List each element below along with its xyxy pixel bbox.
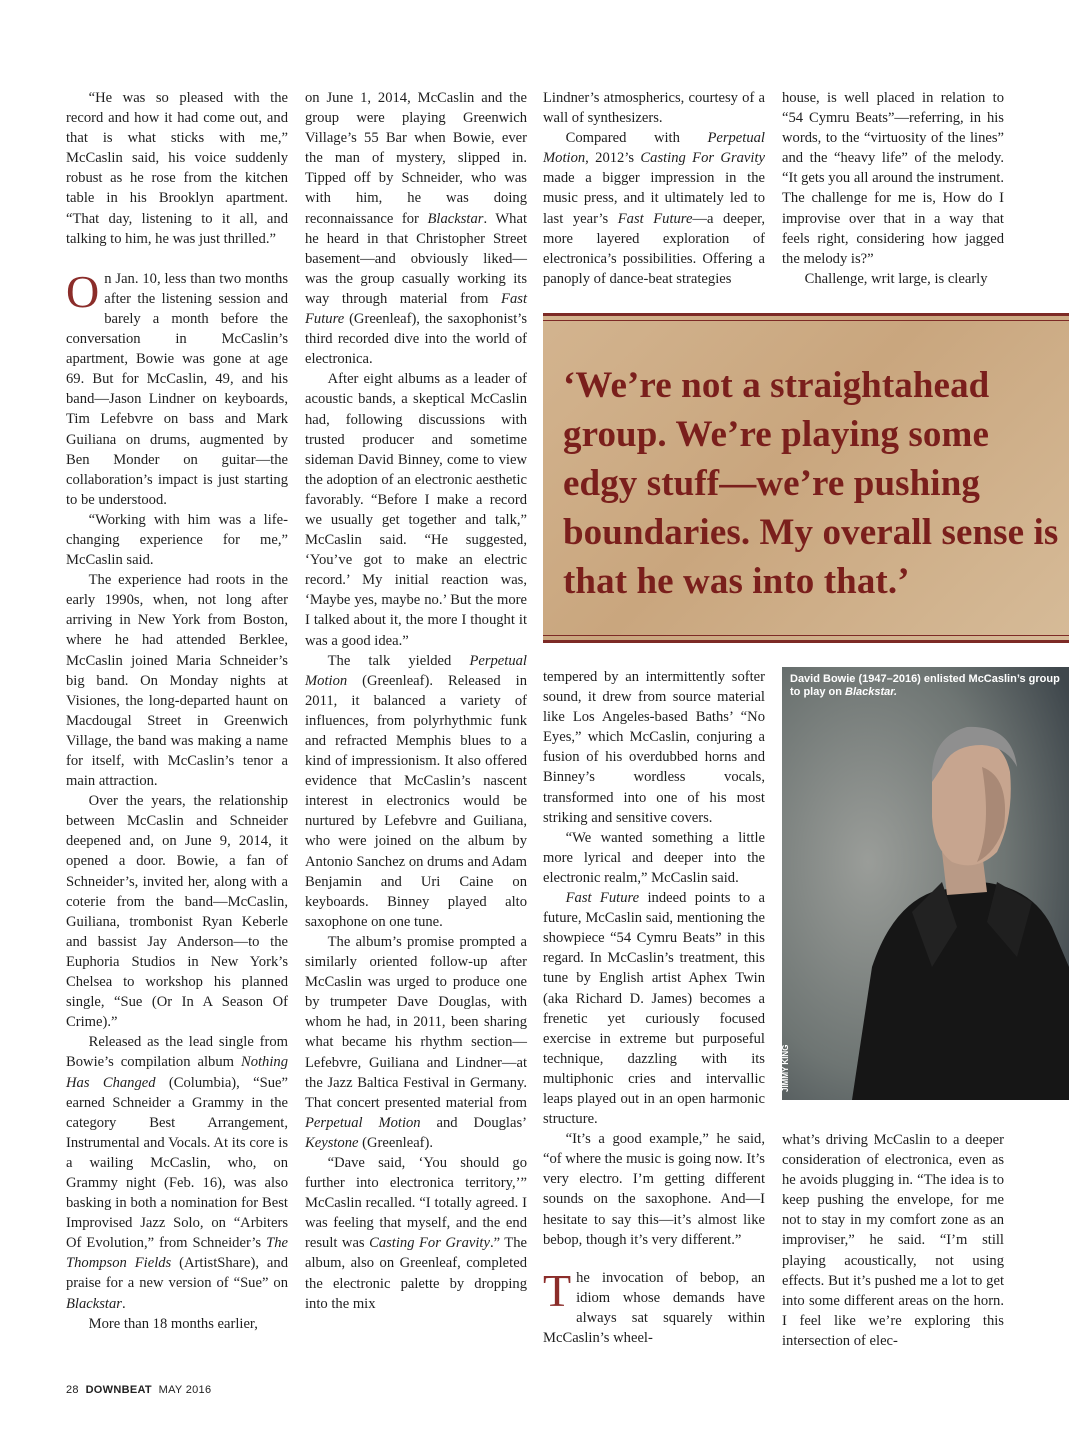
portrait-photo-icon: [782, 667, 1069, 1100]
page-number: 28: [66, 1384, 79, 1396]
pull-quote-box: [543, 313, 1069, 643]
article-column-3-top: [543, 88, 765, 289]
article-column-1: [66, 88, 288, 1334]
paragraph: “Working with him was a life-changing experience for me,” McCaslin said.: [66, 511, 288, 569]
drop-cap: O: [66, 265, 100, 317]
paragraph: “We wanted something a little more lyrical and deeper into the electronic realm,” McCaslin said.: [543, 829, 765, 886]
magazine-name: DOWNBEAT: [85, 1384, 152, 1396]
paragraph: On Jan. 10, less than two months after the listening session and barely a month before the conversation in McCaslin’s apartment, Bowie was gone at age 69. But for McCaslin, 49, and his band—Jason Lindner on keyboards, Tim Lefebvre on bass and Mark Guiliana on drums, augmented by Ben Monder on guitar—the collaboration’s impact is just starting to be understood.: [66, 265, 288, 508]
paragraph: Released as the lead single from Bowie’s compilation album Nothing Has Changed (Columbia), “Sue” earned Schneider a Grammy in the category Best Arrangement, Instrumental and Vocals. At its core is a wailing McCaslin, who, on Grammy night (Feb. 16), was also basking in both a nomination for Best Improvised Jazz Solo, on “Arbiters Of Evolution,” from Schneider’s The Thompson Fields (ArtistShare), and praise for a new version of “Sue” on Blackstar.: [66, 1034, 288, 1312]
divider: [543, 320, 1069, 321]
paragraph: on June 1, 2014, McCaslin and the group were playing Greenwich Village’s 55 Bar when Bowie, ever the man of mystery, slipped in. Tipped off by Schneider, who was with him, he was doing reconnaissance for Blackstar. What he heard in that Christopher Street basement—and obviously liked—was the group casually working its way through material from Fast Future (Greenleaf), the saxophonist’s third recorded dive into the world of electronica.: [305, 90, 528, 368]
article-column-3-bottom: [543, 667, 765, 1348]
paragraph: Compared with Perpetual Motion, 2012’s Casting For Gravity made a bigger impression in the music press, and it ultimately led to last year’s Fast Future—a deeper, more layered exploration of electronica’s possibilities. Offering a panoply of dance-beat strategies: [543, 130, 765, 287]
paragraph: “Dave said, ‘You should go further into electronica territory,’” McCaslin recalled. “I totally agreed. I was feeling that myself, and the end result was Casting For Gravity.” The album, also on Greenleaf, completed the electronic palette by dropping into the mix: [305, 1154, 527, 1312]
issue-date: MAY 2016: [158, 1384, 212, 1396]
article-column-4-top: [782, 88, 1004, 289]
paragraph: Challenge, writ large, is clearly: [804, 270, 988, 287]
paragraph: “It’s a good example,” he said, “of where the music is going now. It’s very electro. I’m getting different sounds on the saxophone. And—I hesitate to say this—it’s almost like bebop, though it’s very different.”: [543, 1131, 765, 1248]
paragraph: tempered by an intermittently softer sound, it drew from source material like Los Angeles-based Baths’ “No Eyes,” which McCaslin, conjuring a fusion of his overdubbed horns and Binney’s wordless vocals, transformed into one of his most striking and sensitive covers.: [543, 669, 765, 826]
divider: [543, 313, 1069, 316]
pull-quote: ‘We’re not a straightahead group. We’re playing some edgy stuff—we’re pushing boundaries. My overall sense is that he was into that.’: [563, 365, 1059, 602]
article-column-4-bottom: [782, 1130, 1004, 1351]
paragraph: The album’s promise prompted a similarly oriented follow-up after McCaslin was urged to produce one by trumpeter Dave Douglas, with whom he had, in 2011, been sharing what became his rhythm section—Lefebvre, Guiliana and Lindner—at the Jazz Baltica Festival in Germany. That concert presented material from Perpetual Motion and Douglas’ Keystone (Greenleaf).: [305, 933, 527, 1151]
paragraph: “He was so pleased with the record and how it had come out, and that is what sticks with me,” McCaslin said, his voice suddenly robust as he rose from the kitchen table in his Brooklyn apartment. “That day, listening to it all, and talking to him, he was just thrilled.”: [66, 90, 288, 247]
paragraph: Lindner’s atmospherics, courtesy of a wall of synthesizers.: [543, 90, 765, 127]
paragraph: After eight albums as a leader of acoustic bands, a skeptical McCaslin had, following discussions with trusted producer and sometime sideman David Binney, come to view the adoption of an electronic aesthetic favorably. “Before I make a record we usually get together and talk,” McCaslin said. “He suggested, ‘You’ve got to make an electric record.’ My initial reaction was, ‘Maybe yes, maybe no.’ But the more I talked about it, the more I thought it was a good idea.”: [305, 371, 527, 649]
page-folio: [66, 1384, 211, 1396]
paragraph: Fast Future indeed points to a future, McCaslin said, mentioning the showpiece “54 Cymru Beats” in this regard. In McCaslin’s treatment, this tune by English artist Aphex Twin (aka Richard D. James) becomes a frenetic yet curiously focused exercise in extreme but purposeful technique, dazzling with its multiphonic cries and intervallic leaps played out in an open harmonic structure.: [543, 890, 765, 1128]
paragraph: More than 18 months earlier,: [88, 1315, 258, 1332]
photo-credit: JIMMY KING: [781, 1044, 790, 1092]
paragraph: The talk yielded Perpetual Motion (Greenleaf). Released in 2011, it balanced a variety of influences, from polyrhythmic funk and refracted Memphis blues to a kind of impressionism. It also offered evidence that McCaslin’s nascent interest in electronics would be nurtured by Lefebvre and Guiliana, who were joined on the album by Antonio Sanchez on drums and Adam Benjamin and Uri Caine on keyboards. Binney played alto saxophone on one tune.: [305, 652, 527, 930]
photo-caption: David Bowie (1947–2016) enlisted McCaslin’s group to play on Blackstar.: [790, 673, 1060, 698]
paragraph: what’s driving McCaslin to a deeper consideration of electronica, even as he avoids plugging in. “The idea is to keep pushing the envelope, for me not to stay in my comfort zone as an improviser,” he said. “I’m still playing acoustically, not using effects. But it’s pushed me a lot to get into some different areas on the horn. I feel like we’re exploring this intersection of elec-: [782, 1132, 1004, 1349]
paragraph: Over the years, the relationship between McCaslin and Schneider deepened and, on June 9, 2014, it opened a door. Bowie, a fan of Schneider’s, invited her, along with a coterie from the band—McCaslin, Guiliana, trombonist Ryan Keberle and bassist Jay Anderson—to the Euphoria Studios in New York’s Chelsea to workshop his planned single, “Sue (Or In A Season Of Crime).”: [66, 793, 288, 1031]
divider: [543, 640, 1069, 643]
article-column-2: [305, 88, 527, 1314]
drop-cap: T: [543, 1264, 572, 1316]
paragraph: house, is well placed in relation to “54 Cymru Beats”—referring, in his words, to the “virtuosity of the lines” and the “heavy life” of the melody. “It gets you all around the instrument. The challenge for me is, How do I improvise over that in a way that feels right, considering how jagged the melody is?”: [782, 90, 1004, 267]
paragraph: The invocation of bebop, an idiom whose demands have always sat squarely within McCaslin’s wheel-: [543, 1264, 765, 1346]
bowie-photo: [782, 667, 1069, 1100]
paragraph: The experience had roots in the early 1990s, when, not long after arriving in New York from Boston, where he had attended Berklee, McCaslin joined Maria Schneider’s big band. On Monday nights at Visiones, the long-departed haunt on Macdougal Street in Greenwich Village, the band was making a name for itself, with McCaslin’s tenor a main attraction.: [66, 572, 288, 790]
divider: [543, 635, 1069, 636]
